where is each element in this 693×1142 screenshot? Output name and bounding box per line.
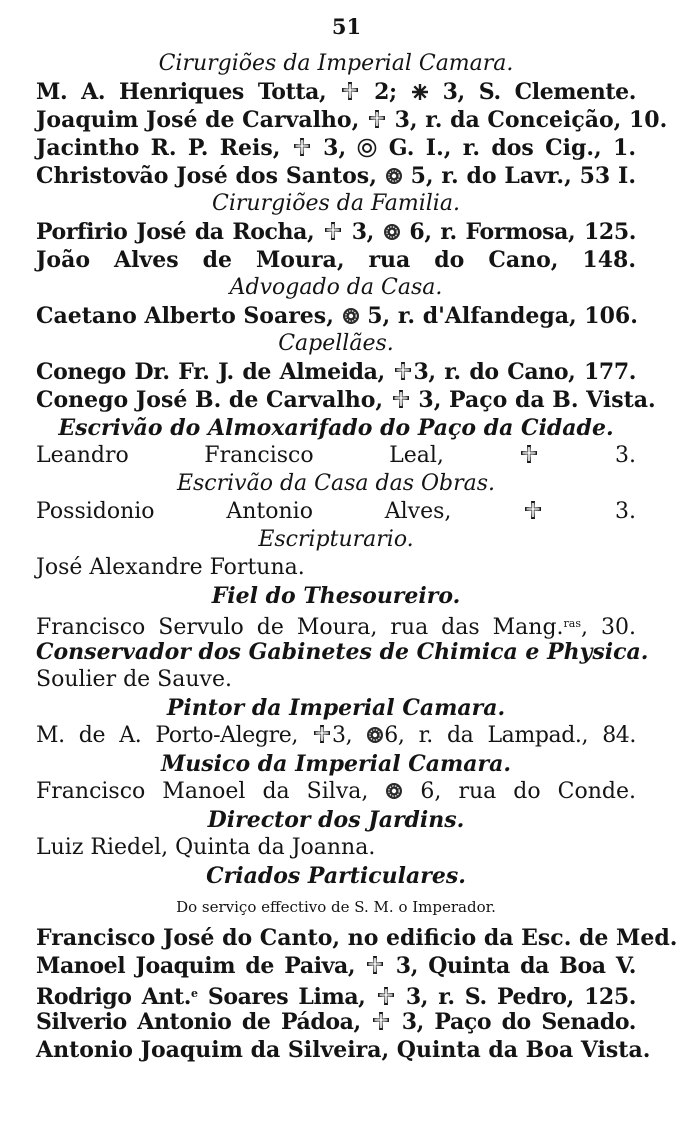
order-cross-icon <box>523 500 543 520</box>
entry-text: 3, <box>343 219 383 245</box>
order-cross-icon <box>393 360 413 380</box>
entry-text: M. de A. Porto-Alegre, <box>36 723 298 748</box>
order-cross-icon <box>292 136 312 156</box>
entry-text: Jacintho R. P. Reis, <box>36 135 281 161</box>
section-heading: Pintor da Imperial Camara. <box>166 695 506 721</box>
entry-text: Conego Dr. Fr. J. de Almeida, <box>36 359 385 385</box>
entry-text: Luiz Riedel, Quinta da Joanna. <box>36 835 376 860</box>
entry-line <box>36 610 636 638</box>
entry-text: Soares Lima, <box>197 984 366 1010</box>
entry-text: 3, r. da Conceição, 10. <box>386 107 668 133</box>
entry-text: Porfirio José da Rocha, <box>36 219 315 245</box>
entry-line <box>36 952 636 980</box>
section-heading: Conservador dos Gabinetes de Chimica e Physica. <box>36 639 649 665</box>
entry-text: 3. <box>539 443 636 468</box>
entry-text: Francisco José do Canto, no edificio da Esc. de Med. <box>36 925 678 951</box>
medal-icon <box>342 304 360 322</box>
order-cross-icon <box>519 444 539 464</box>
section-heading: Capellães. <box>278 331 394 356</box>
entry-line <box>36 134 636 162</box>
section-note: Do serviço effectivo de S. M. o Imperador. <box>176 898 496 916</box>
entry-text: 3. <box>543 499 637 524</box>
entry-text: Manoel Joaquim de Paiva, <box>36 953 356 979</box>
entry-line <box>36 980 636 1008</box>
entry-line <box>36 246 636 274</box>
entry-text: Silverio Antonio de Pádoa, <box>36 1009 361 1035</box>
entry-text: 3, Paço da B. Vista. <box>410 387 656 413</box>
medal-icon <box>385 780 403 798</box>
entry-line <box>36 834 636 862</box>
entry-line <box>36 106 668 134</box>
entry-line <box>36 498 636 526</box>
entry-line <box>36 722 636 750</box>
section-heading: Advogado da Casa. <box>229 275 443 300</box>
section-heading: Escrivão do Almoxarifado do Paço da Cidade. <box>58 415 614 441</box>
entry-line <box>36 386 656 414</box>
entry-text: Christovão José dos Santos, <box>36 163 377 189</box>
entry-line <box>36 78 636 106</box>
entry-text: 6, rua do Conde. <box>403 779 636 804</box>
entry-text: Antonio Joaquim da Silveira, Quinta da Boa Vista. <box>36 1037 651 1063</box>
entry-text: Possidonio Antonio Alves, <box>36 499 452 524</box>
entry-line <box>36 778 636 806</box>
entry-text: 3, <box>311 135 358 161</box>
entry-text: Francisco Manoel da Silva, <box>36 779 369 804</box>
star-order-icon <box>411 80 429 98</box>
medal-icon <box>385 164 403 182</box>
section-heading: Criados Particulares. <box>206 863 466 889</box>
entry-line <box>36 442 636 470</box>
entry-text: Conego José B. de Carvalho, <box>36 387 384 413</box>
order-cross-icon <box>371 1010 391 1030</box>
entry-line <box>36 666 636 694</box>
entry-text: João Alves de Moura, rua do Cano, 148. <box>36 247 636 273</box>
entry-text: José Alexandre Fortuna. <box>36 555 305 580</box>
section-heading: Director dos Jardins. <box>207 807 465 833</box>
entry-text: G. I., r. dos Cig., 1. <box>377 135 636 161</box>
section-heading: Cirurgiões da Imperial Camara. <box>158 51 514 76</box>
order-cross-icon <box>340 80 360 100</box>
entry-text: 3, Paço do Senado. <box>391 1009 636 1035</box>
page-number: 51 <box>331 14 362 39</box>
entry-line <box>36 554 636 582</box>
entry-text: 3, r. S. Pedro, 125. <box>395 984 636 1010</box>
entry-text: 5, r. do Lavr., 53 I. <box>402 163 637 189</box>
entry-text: 6, r. da Lampad., 84. <box>384 723 636 748</box>
entry-text: , 30. <box>581 615 636 640</box>
entry-text: Francisco Servulo de Moura, rua das Mang. <box>36 615 564 640</box>
order-cross-icon <box>323 220 343 240</box>
order-cross-icon <box>312 724 332 744</box>
entry-text: Soulier de Sauve. <box>36 667 232 692</box>
entry-text: Leandro Francisco Leal, <box>36 443 444 468</box>
page-content <box>36 50 678 1064</box>
section-heading: Escrivão da Casa das Obras. <box>176 471 496 496</box>
order-cross-icon <box>391 388 411 408</box>
section-heading: Fiel do Thesoureiro. <box>211 583 461 609</box>
entry-text: Caetano Alberto Soares, <box>36 303 334 329</box>
entry-text: 5, r. d'Alfandega, 106. <box>359 303 638 329</box>
section-heading: Musico da Imperial Camara. <box>160 751 512 777</box>
entry-text: 3, Quinta da Boa V. <box>385 953 636 979</box>
entry-text: 6, r. Formosa, 125. <box>400 219 636 245</box>
entry-line <box>36 1008 636 1036</box>
entry-line <box>36 302 636 330</box>
entry-line <box>36 1036 651 1064</box>
entry-line <box>36 218 636 246</box>
entry-line <box>36 162 636 190</box>
circle-order-icon <box>357 137 377 157</box>
superscript-abbrev: e <box>191 987 198 1000</box>
order-cross-icon <box>376 985 396 1005</box>
order-cross-icon <box>367 108 387 128</box>
entry-text: Rodrigo Ant. <box>36 984 192 1010</box>
medal-icon <box>366 724 384 742</box>
entry-line <box>36 358 636 386</box>
medal-icon <box>383 220 401 238</box>
entry-line <box>36 924 678 952</box>
entry-text: 3, S. Clemente. <box>428 79 636 105</box>
entry-text: 3, <box>332 723 367 748</box>
entry-text: 2; <box>360 79 411 105</box>
section-heading: Cirurgiões da Familia. <box>212 191 460 216</box>
entry-text: Joaquim José de Carvalho, <box>36 107 360 133</box>
order-cross-icon <box>365 954 385 974</box>
entry-text: 3, r. do Cano, 177. <box>413 359 636 385</box>
section-heading: Escripturario. <box>258 527 414 552</box>
superscript-abbrev: ras <box>563 617 582 630</box>
entry-text: M. A. Henriques Totta, <box>36 79 327 105</box>
